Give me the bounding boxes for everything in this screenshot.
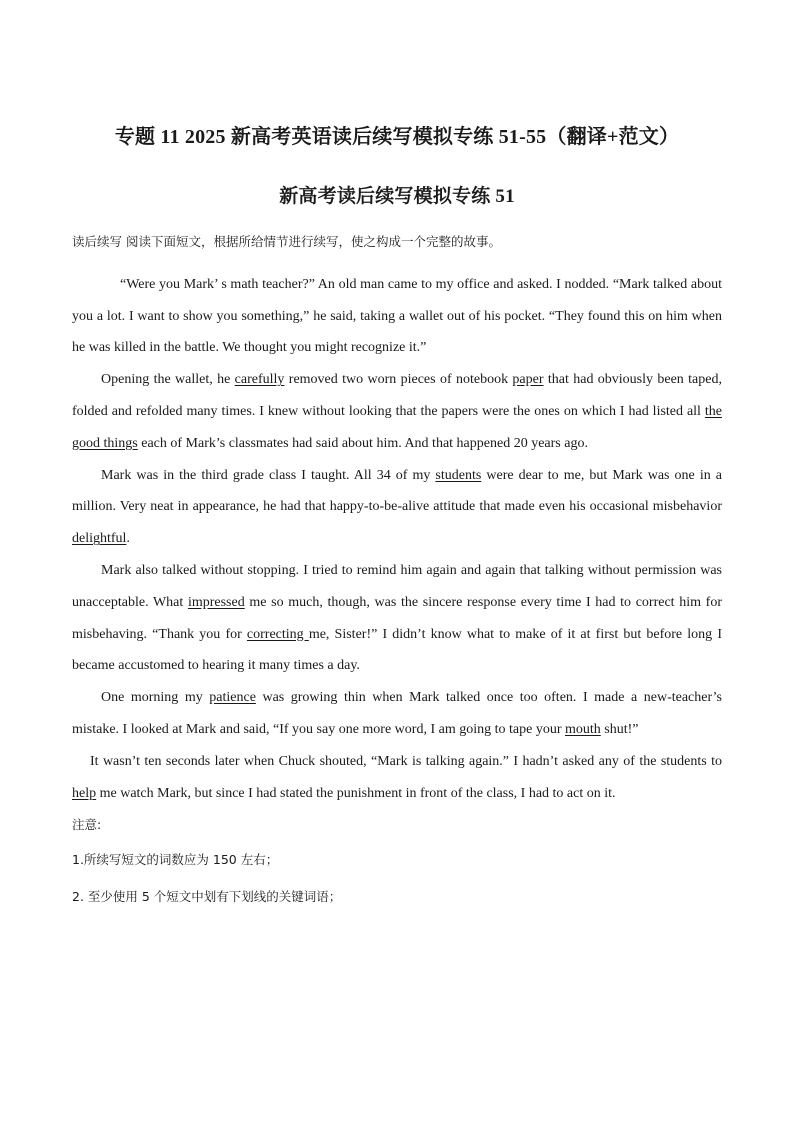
passage-paragraph-2 xyxy=(72,364,722,459)
underlined-keyword: students xyxy=(435,467,482,483)
paragraph-text: Opening the wallet, he xyxy=(101,372,235,388)
underlined-keyword: patience xyxy=(209,690,256,706)
notes-section xyxy=(72,809,722,915)
paragraph-text: Mark also talked without stopping. I tried to remind him again and again that talking without permission was unacceptable. What xyxy=(72,562,722,610)
paragraph-text: each of Mark’s classmates had said about him. And that happened 20 years ago. xyxy=(137,435,588,451)
paragraph-text: removed two worn pieces of notebook xyxy=(284,372,513,388)
passage-paragraph-3 xyxy=(72,460,722,555)
paragraph-text: “Were you Mark’ s math teacher?” An old man came to my office and asked. I nodded. “Mark talked about you a lot. I want to show you something,” he said, taking a wallet out of his pocket. “They found this on him when he was killed in the battle. We thought you might recognize it.” xyxy=(72,276,722,356)
passage-paragraph-4 xyxy=(72,555,722,682)
underlined-keyword: paper xyxy=(512,372,544,388)
paragraph-text: . xyxy=(126,531,130,547)
passage-paragraph-6 xyxy=(72,746,722,810)
underlined-keyword: carefully xyxy=(234,372,285,388)
passage-paragraph-1 xyxy=(72,269,722,364)
paragraph-text: me so much, though, was the sincere response every time I had to correct him for misbehaving. “Thank you for xyxy=(72,594,722,642)
paragraph-text: were dear to me, but Mark was one in a million. Very neat in appearance, he had that happy-to-be-alive attitude that made even his occasional misbehavior xyxy=(72,467,722,515)
underlined-keyword: impressed xyxy=(187,594,245,610)
task-instruction: 读后续写 阅读下面短文，根据所给情节进行续写，使之构成一个完整的故事。 xyxy=(72,234,501,249)
paragraph-text: It wasn’t ten seconds later when Chuck shouted, “Mark is talking again.” I hadn’t asked any of the students to xyxy=(90,753,722,769)
paragraph-text: was growing thin when Mark talked once too often. I made a new-teacher’s mistake. I looked at Mark and said, “If you say one more word, I am going to tape your xyxy=(72,690,723,737)
document-subtitle: 新高考读后续写模拟专练 51 xyxy=(279,186,515,207)
paragraph-text: One morning my xyxy=(101,690,210,706)
underlined-keyword: mouth xyxy=(564,721,601,737)
underlined-keyword: help xyxy=(72,785,97,801)
passage-paragraph-5 xyxy=(72,682,722,746)
notes-item-1: 1.所续写短文的词数应为 150 左右； xyxy=(72,852,279,868)
paragraph-text: me, Sister!” I didn’t know what to make of it at first but before long I became accustomed to hearing it many times a day. xyxy=(72,626,722,674)
notes-item-2: 2. 至少使用 5 个短文中划有下划线的关键词语； xyxy=(72,889,342,905)
underlined-keyword: delightful xyxy=(72,531,127,547)
paragraph-text: me watch Mark, but since I had stated the punishment in front of the class, I had to act on it. xyxy=(96,785,616,801)
paragraph-text: Mark was in the third grade class I taught. All 34 of my xyxy=(101,467,436,483)
underlined-keyword: correcting xyxy=(246,626,309,642)
paragraph-text: that had obviously been taped, folded and refolded many times. I knew without looking that the papers were the ones on which I had listed all xyxy=(72,372,722,419)
paragraph-text: shut!” xyxy=(600,721,639,737)
document-title: 专题 11 2025 新高考英语读后续写模拟专练 51-55（翻译+范文） xyxy=(114,126,680,148)
underlined-keyword: the good things xyxy=(72,403,722,451)
notes-heading: 注意: xyxy=(72,817,102,833)
document-body xyxy=(72,226,722,915)
